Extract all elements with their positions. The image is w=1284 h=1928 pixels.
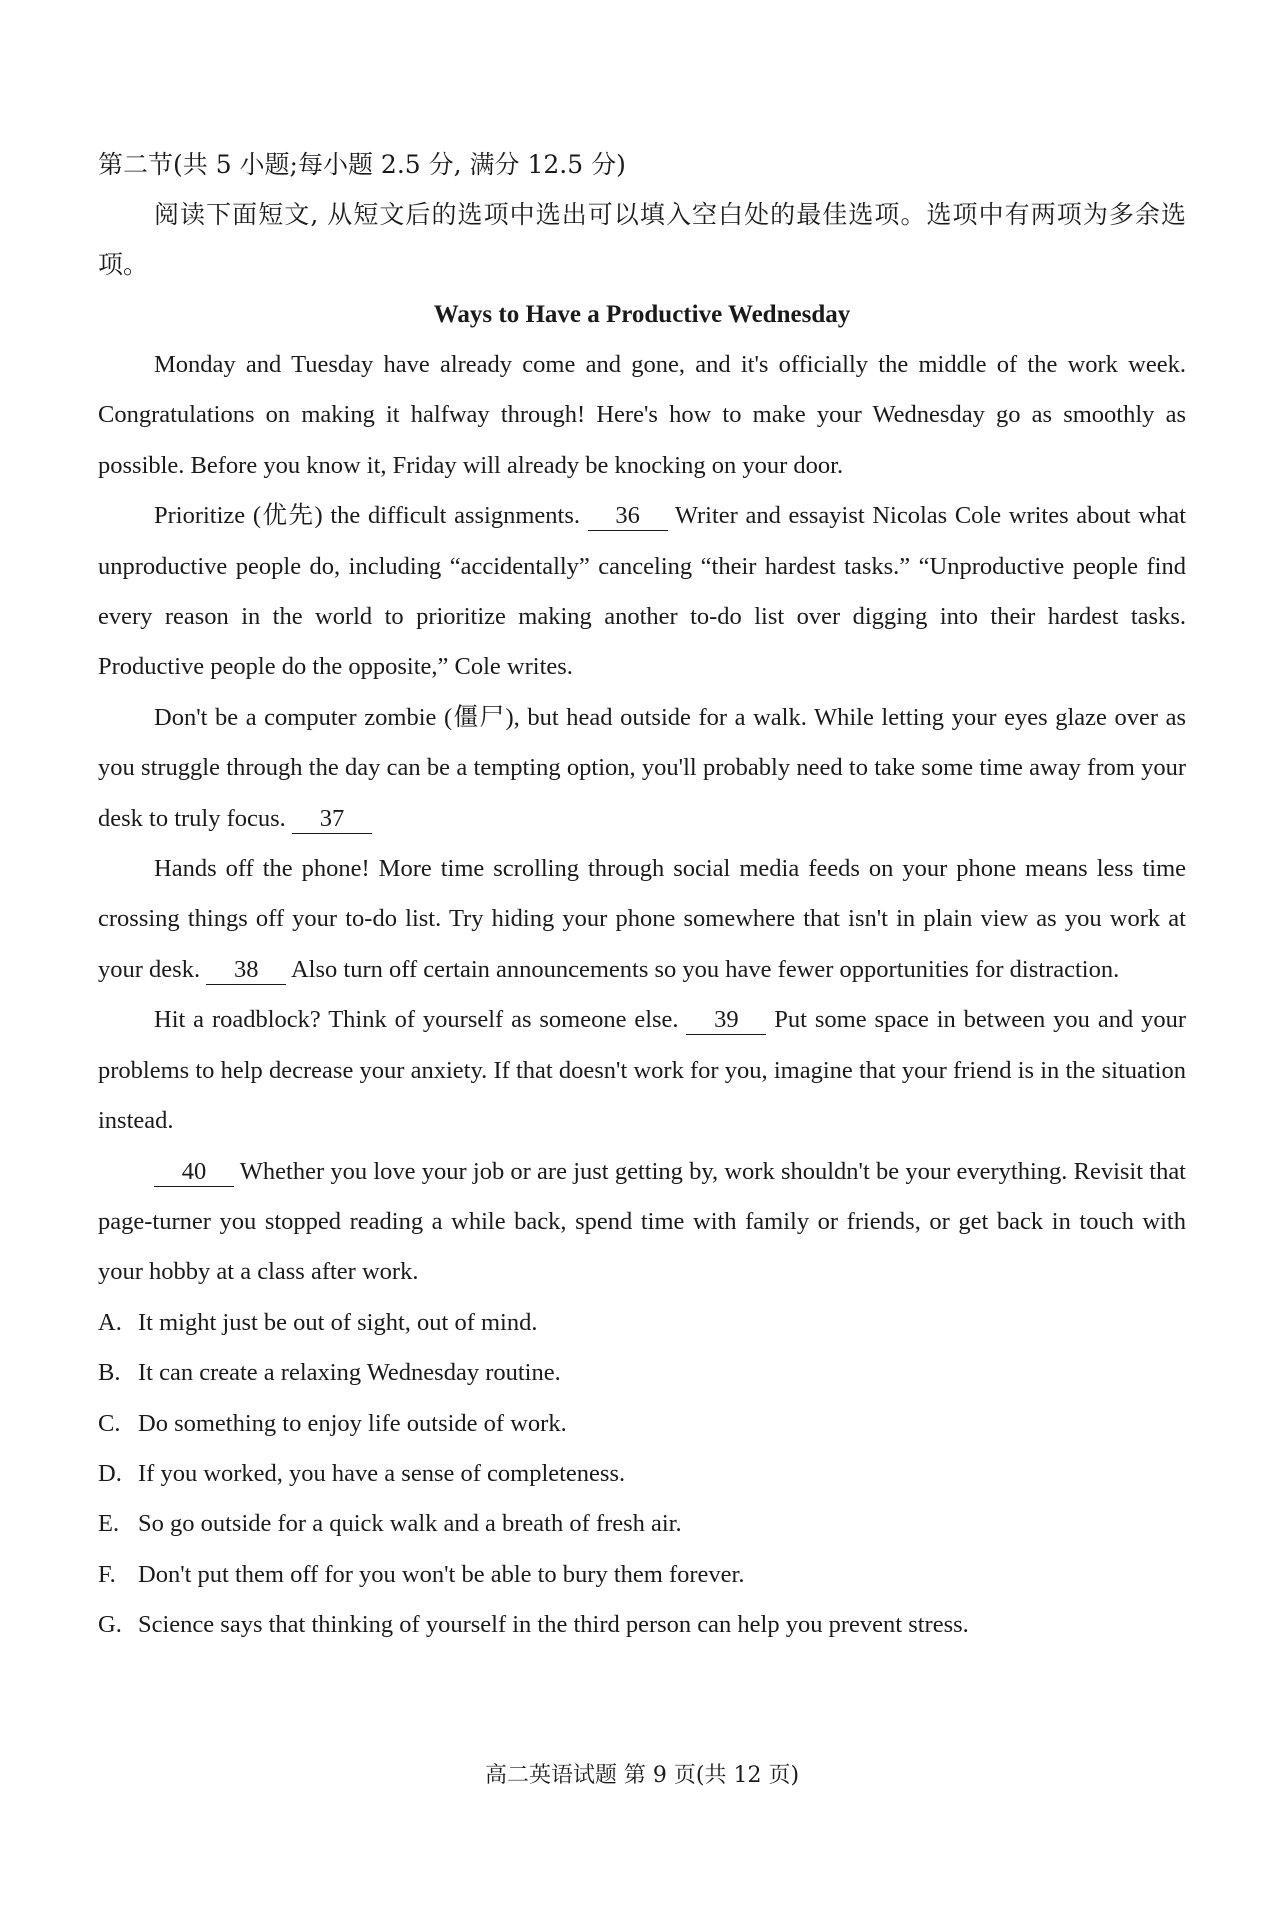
- option-d: [98, 1449, 1186, 1499]
- option-letter: B.: [98, 1359, 121, 1387]
- paragraph-2: [98, 491, 1186, 693]
- paragraph-1: Monday and Tuesday have already come and gone, and it's officially the middle of the work week. Congratulations on making it halfway through! Here's how to make your Wednesday go as smoothly as possible. Before you know it, Friday will already be knocking on your door.: [98, 351, 1186, 479]
- option-text: It can create a relaxing Wednesday routine.: [138, 1359, 561, 1387]
- option-text: Science says that thinking of yourself in the third person can help you prevent stress.: [138, 1611, 969, 1639]
- option-letter: A.: [98, 1308, 122, 1336]
- blank-36: 36: [588, 502, 668, 531]
- paragraph-2-text-b: Writer and essayist Nicolas Cole writes about what unproductive people do, including “accidentally” canceling “their hardest tasks.” “Unproductive people find every reason in the world to prioritize making another to-do list over digging into their hardest tasks. Productive people do the opposite,” Cole writes.: [98, 502, 1186, 681]
- option-c: [98, 1399, 1186, 1449]
- option-letter: F.: [98, 1560, 116, 1588]
- blank-37: 37: [292, 805, 372, 834]
- paragraph-5-text-a: Hit a roadblock? Think of yourself as someone else.: [154, 1006, 687, 1034]
- section-instructions: 阅读下面短文, 从短文后的选项中选出可以填入空白处的最佳选项。选项中有两项为多余选项。: [98, 200, 1186, 279]
- option-text: Do something to enjoy life outside of work.: [138, 1409, 567, 1437]
- paragraph-4-text-b: Also turn off certain announcements so you have fewer opportunities for distraction.: [286, 955, 1120, 983]
- blank-40: 40: [154, 1158, 234, 1187]
- option-f: [98, 1550, 1186, 1600]
- paragraph-4: [98, 844, 1186, 995]
- article-title: Ways to Have a Productive Wednesday: [433, 301, 851, 328]
- option-text: So go outside for a quick walk and a breath of fresh air.: [138, 1510, 682, 1538]
- option-letter: E.: [98, 1510, 120, 1538]
- answer-options: [98, 1298, 1186, 1651]
- paragraph-6: [98, 1147, 1186, 1298]
- paragraph-5: [98, 995, 1186, 1146]
- paragraph-5-text-b: Put some space in between you and your problems to help decrease your anxiety. If that doesn't work for you, imagine that your friend is in the situation instead.: [98, 1006, 1186, 1135]
- exam-page: [98, 140, 1186, 1651]
- option-letter: C.: [98, 1409, 121, 1437]
- section-header: 第二节(共 5 小题;每小题 2.5 分, 满分 12.5 分): [98, 150, 626, 179]
- option-letter: G.: [98, 1611, 122, 1639]
- paragraph-2-text-a: Prioritize (优先) the difficult assignments.: [154, 502, 588, 530]
- option-b: [98, 1348, 1186, 1398]
- paragraph-3: [98, 693, 1186, 844]
- paragraph-3-text-a: Don't be a computer zombie (僵尸), but head outside for a walk. While letting your eyes glaze over as you struggle through the day can be a tempting option, you'll probably need to take some time away from your desk to truly focus.: [98, 703, 1186, 832]
- option-text: If you worked, you have a sense of completeness.: [138, 1459, 626, 1487]
- option-letter: D.: [98, 1459, 122, 1487]
- blank-39: 39: [686, 1006, 766, 1035]
- option-text: Don't put them off for you won't be able to bury them forever.: [138, 1560, 745, 1588]
- option-g: [98, 1600, 1186, 1650]
- paragraph-4-text-a: Hands off the phone! More time scrolling through social media feeds on your phone means less time crossing things off your to-do list. Try hiding your phone somewhere that isn't in plain view as you work at your desk.: [98, 855, 1186, 983]
- option-text: It might just be out of sight, out of mind.: [138, 1308, 538, 1336]
- blank-38: 38: [206, 956, 286, 985]
- paragraph-6-text-b: Whether you love your job or are just getting by, work shouldn't be your everything. Revisit that page-turner you stopped reading a while back, spend time with family or friends, or get back in touch with your hobby at a class after work.: [98, 1157, 1186, 1286]
- option-a: [98, 1298, 1186, 1348]
- page-footer: 高二英语试题 第 9 页(共 12 页): [484, 1763, 800, 1788]
- option-e: [98, 1499, 1186, 1549]
